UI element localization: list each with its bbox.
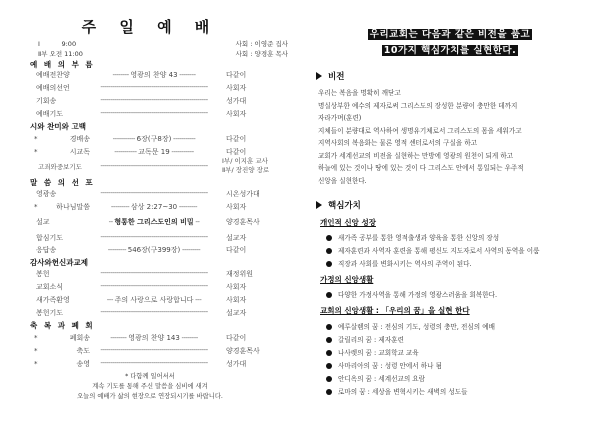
order-row	[0, 217, 300, 229]
item-name: 설교	[36, 218, 50, 226]
order-row	[0, 96, 300, 108]
service-time-1: Ⅰ 9:00	[38, 40, 77, 48]
service-leader-1: 사회 : 이영준 집사	[235, 40, 288, 48]
value-item: 예루살렘의 꿈 : 전심의 기도, 성령의 충만, 전심의 예배	[326, 321, 495, 331]
item-detail: -----------------------------------------------------	[100, 189, 208, 197]
item-name: 합심기도	[36, 234, 64, 242]
item-person: 양경훈목사	[226, 347, 260, 355]
value-item: 제자훈련과 사역자 훈련을 통해 평신도 지도자로서 사역의 동역을 이룸	[326, 245, 539, 255]
item-person: 성가대	[226, 97, 247, 105]
section-heading: 말 씀 의 선 포	[30, 178, 95, 187]
item-name: * 축도	[34, 347, 90, 355]
item-detail: -------- 영광의 찬양 43 --------	[112, 71, 196, 79]
item-name: 새가족환영	[36, 296, 70, 304]
bullet-icon	[326, 292, 332, 298]
item-name: 예배기도	[36, 110, 64, 118]
value-item: 안디옥의 꿈 : 세계선교의 요람	[326, 373, 425, 383]
order-row	[0, 333, 300, 345]
item-person: 시온성가대	[226, 190, 260, 198]
value-item: 사마리아의 꿈 : 성령 안에서 하나 됨	[326, 360, 442, 370]
order-row	[0, 134, 300, 146]
item-detail: ----------- 교독문 19 -----------	[114, 148, 194, 156]
item-name: 봉헌기도	[36, 309, 64, 317]
vision-heading: 비전	[316, 70, 344, 82]
item-person: 다같이	[226, 71, 247, 79]
item-name: * 시교독	[34, 148, 90, 156]
value-item: 나사렛의 꿈 : 교회학교 교육	[326, 347, 419, 357]
item-person: 재정위원	[226, 270, 254, 278]
order-row	[0, 157, 300, 174]
item-detail: -----------------------------------------------------	[100, 346, 208, 354]
footer-note: * 다함께 일어서서 계속 기도를 통해 주신 말씀을 심비에 새겨 오늘의 예배가 삶의 현장으로 연장되시기를 바랍니다.	[77, 373, 223, 400]
item-person: 사회자	[226, 203, 247, 211]
order-row	[0, 295, 300, 307]
order-row	[0, 282, 300, 294]
group-title: 교회의 신앙생활 : 「우리의 꿈」을 실현 한다	[320, 306, 470, 315]
order-row	[0, 245, 300, 257]
triangle-bullet-icon	[316, 201, 322, 209]
value-item: 다양한 가정사역을 통해 가정의 영광스러움을 회복한다.	[326, 289, 497, 299]
order-row	[0, 189, 300, 201]
item-detail: -----------------------------------------------------	[100, 269, 208, 277]
item-name: 고죄와중보기도	[38, 163, 82, 171]
item-name: * 송영	[34, 360, 90, 368]
bullet-icon	[326, 376, 332, 382]
section-heading: 예 배 의 부 름	[30, 60, 95, 69]
item-detail: -----------------------------------------------------	[100, 109, 208, 117]
value-item: 갈릴리의 꿈 : 제자훈련	[326, 334, 404, 344]
item-name: * 경배송	[34, 135, 90, 143]
triangle-bullet-icon	[316, 72, 322, 80]
bullet-icon	[326, 337, 332, 343]
item-name: 영광송	[36, 190, 57, 198]
item-detail: -----------------------------------------------------	[100, 282, 208, 290]
section-heading: 축 복 과 폐 회	[30, 321, 95, 330]
item-name: * 하나님말씀	[34, 203, 90, 211]
bullet-icon	[326, 350, 332, 356]
item-name: 기회송	[36, 97, 57, 105]
bullet-icon	[326, 363, 332, 369]
order-row	[0, 70, 300, 82]
item-person: 설교자	[226, 234, 247, 242]
item-detail: -----------------------------------------------------	[100, 359, 208, 367]
page-title: 주 일 예 배	[81, 18, 219, 36]
item-name: * 폐회송	[34, 334, 90, 342]
value-item: 직장과 사회를 변화시키는 역사의 주역이 된다.	[326, 258, 472, 268]
item-person: 사회자	[226, 84, 247, 92]
service-leader-2: 사회 : 양경훈 목사	[235, 50, 288, 58]
item-detail: ----------- 6장(구8장) -----------	[112, 135, 196, 143]
vision-page	[300, 0, 600, 424]
item-person: 다같이	[226, 334, 247, 342]
value-item: 새가족 공부를 통한 영적출생과 양육을 통한 신앙의 장성	[326, 232, 499, 242]
item-person: Ⅰ부/ 이지훈 교사 Ⅱ부/ 장진양 장로	[222, 157, 270, 174]
item-detail: --------- 546장(구399장) ---------	[107, 246, 201, 254]
item-detail: --- 주의 사랑으로 사랑합니다 ---	[106, 296, 202, 304]
section-heading: 시와 찬미와 고백	[30, 122, 86, 131]
bullet-icon	[326, 389, 332, 395]
item-person: 사회자	[226, 296, 247, 304]
order-row	[0, 269, 300, 281]
item-person: 양경훈목사	[226, 218, 260, 226]
item-person: 다같이	[226, 148, 247, 156]
item-person: 성가대	[226, 360, 247, 368]
item-person: 사회자	[226, 283, 247, 291]
item-detail: -----------------------------------------------------	[100, 308, 208, 316]
bullet-icon	[326, 235, 332, 241]
item-detail: -----------------------------------------------------	[100, 83, 208, 91]
group-title: 가정의 신앙생활	[320, 275, 374, 284]
item-person: 사회자	[226, 110, 247, 118]
section-heading: 감사와헌신과교제	[30, 258, 88, 267]
item-name: 교회소식	[36, 283, 64, 291]
order-row	[0, 83, 300, 95]
item-detail: -----------------------------------------------------	[100, 96, 208, 104]
item-detail: --------- 삼상 2:27~30 ---------	[110, 203, 198, 211]
item-person: 다같이	[226, 135, 247, 143]
service-time-2: Ⅱ부 오전 11:00	[38, 50, 83, 58]
value-item: 로마의 꿈 : 세상을 변혁시키는 새벽의 성도들	[326, 386, 467, 396]
order-row	[0, 359, 300, 371]
vision-text: 우리는 복음을 명확히 깨닫고 명실상부한 예수의 제자로써 그리스도의 장성한 분량이 충만한 데까지 자라가며(훈련) 지체들이 분량대로 역사하여 생명유기체로서 그리스도의 몸을 세워가고 지역사회의 복음화는 물론 영적 센터로서의 구실을 하고 교회가 세계선교의 비전을 실현하는 만방에 영광의 원천이 되게 하고 하늘에 있는 것이나 땅에 있는 것이 다 그리스도 안에서 통일되는 우주적 신앙을 실현한다.	[318, 89, 524, 185]
sermon-title: -- 형통한 그리스도인의 비밀 --	[108, 218, 200, 226]
item-person: 설교자	[226, 309, 247, 317]
item-name: 예배의선언	[36, 84, 70, 92]
banner-line-1: 우리교회는 다음과 같은 비전을 품고	[369, 29, 531, 40]
item-detail: -------- 영광의 찬양 143 --------	[110, 334, 198, 342]
order-row	[0, 233, 300, 245]
order-row	[0, 202, 300, 214]
bullet-icon	[326, 261, 332, 267]
order-row	[0, 308, 300, 320]
core-values-heading: 핵심가치	[316, 199, 361, 211]
item-detail: -----------------------------------------------------	[100, 162, 208, 170]
bullet-icon	[326, 324, 332, 330]
item-detail: -----------------------------------------------------	[100, 233, 208, 241]
item-name: 봉헌	[36, 270, 50, 278]
item-person: 다같이	[226, 246, 247, 254]
item-name: 예배전찬양	[36, 71, 70, 79]
bullet-icon	[326, 248, 332, 254]
group-title: 개인적 신앙 성장	[320, 218, 376, 227]
banner-line-2: 10가지 핵심가치를 실현한다.	[383, 45, 517, 56]
order-row	[0, 346, 300, 358]
item-name: 응답송	[36, 246, 57, 254]
order-row	[0, 109, 300, 121]
